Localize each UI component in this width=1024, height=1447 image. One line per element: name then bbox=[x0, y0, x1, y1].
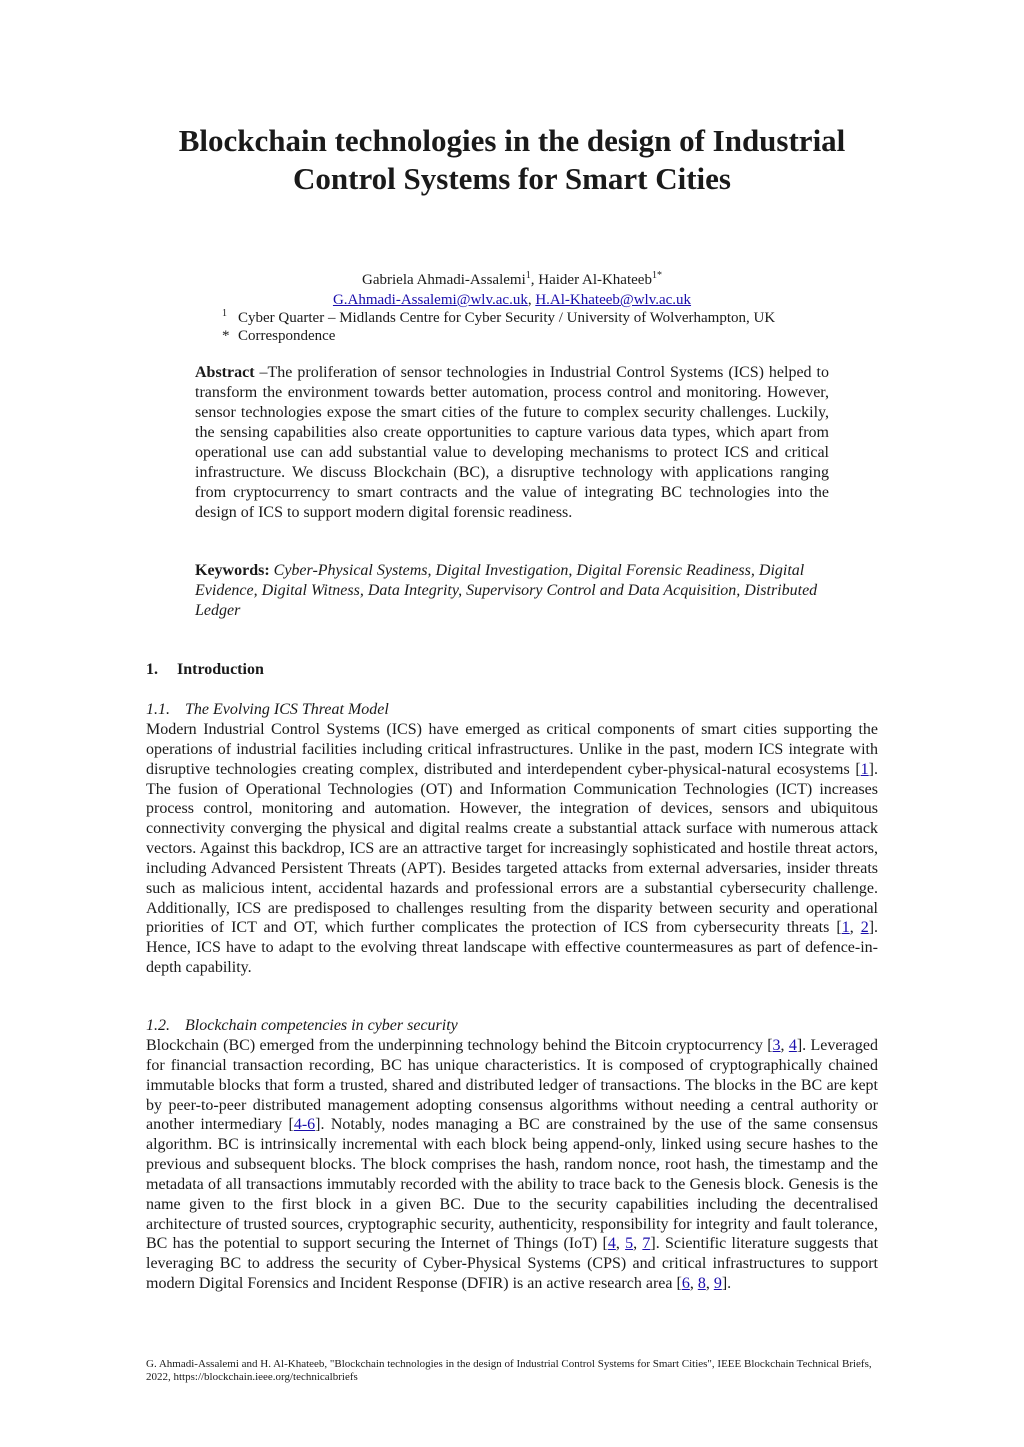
paragraph-threat-model bbox=[146, 720, 878, 978]
subsection-number: 1.2. bbox=[146, 1017, 170, 1034]
affiliation-mark: * bbox=[222, 328, 230, 344]
email-link-1[interactable]: G.Ahmadi-Assalemi@wlv.ac.uk bbox=[332, 292, 528, 308]
affiliation-mark: 1 bbox=[222, 308, 227, 319]
citation-link[interactable]: 4-6 bbox=[293, 1116, 316, 1134]
keywords-label: Keywords: bbox=[195, 562, 270, 579]
text-run: ]. Leveraged for financial transaction recording, BC has unique characteristics. It is composed of cryptographically chained immutable blocks that form a trusted, shared and distributed ledger of transactions. The blocks in the BC are kept by peer-to-peer distributed management adopting consensus algorithms without needing a central authority or another intermediary [ bbox=[146, 1037, 878, 1134]
keywords bbox=[195, 561, 829, 621]
text-run: ]. bbox=[721, 1275, 732, 1293]
author-1-sup: 1 bbox=[525, 270, 531, 281]
text-run: , bbox=[689, 1275, 698, 1293]
text-run: ]. Notably, nodes managing a BC are constrained by the use of the same consensus algorithm. BC is intrinsically incremental with each block being append-only, linked using secure hashes to the previous and subsequent blocks. The block comprises the hash, random nonce, root hash, the timestamp and the metadata of all transactions immutably recorded with the ability to trace back to the Genesis block. Genesis is the name given to the first block in a given BC. Due to the security capabilities including the decentralised architecture of trusted sources, cryptographic security, authenticity, responsibility for integrity and fault tolerance, BC has the potential to support securing the Internet of Things (IoT) [ bbox=[146, 1116, 878, 1253]
author-1: Gabriela Ahmadi-Assalemi bbox=[362, 272, 526, 288]
abstract-text: –The proliferation of sensor technologies in Industrial Control Systems (ICS) helped to transform the environment towards better automation, process control and monitoring. However, sensor technologies expose the smart cities of the future to complex security challenges. Luckily, the sensing capabilities also create opportunities to capture various data types, which apart from operational use can add substantial value to developing mechanisms to protect ICS and critical infrastructure. We discuss Blockchain (BC), a disruptive technology with applications ranging from cryptocurrency to smart contracts and the value of integrating BC technologies into the design of ICS to support modern digital forensic readiness. bbox=[195, 364, 829, 521]
text-run: , bbox=[780, 1037, 789, 1054]
email-link-2[interactable]: H.Al-Khateeb@wlv.ac.uk bbox=[535, 292, 692, 308]
text-run: , bbox=[849, 919, 861, 937]
citation-link[interactable]: 4 bbox=[607, 1235, 616, 1253]
subsection-heading-threat-model bbox=[146, 700, 389, 720]
subsection-heading-blockchain bbox=[146, 1016, 458, 1036]
affiliation-1 bbox=[222, 308, 775, 328]
citation-link[interactable]: 8 bbox=[697, 1275, 706, 1293]
paper-title bbox=[100, 122, 924, 198]
title-line-1: Blockchain technologies in the design of Industrial bbox=[178, 123, 846, 158]
citation-link[interactable]: 4 bbox=[788, 1037, 797, 1054]
citation-link[interactable]: 2 bbox=[860, 919, 869, 937]
subsection-title: The Evolving ICS Threat Model bbox=[185, 701, 389, 718]
affiliation-2 bbox=[222, 326, 335, 346]
text-run: ]. The fusion of Operational Technologies (OT) and Information Communication Technologies (ICT) increases process control, monitoring and automation. However, the integration of devices, sensors and ubiquitous connectivity converging the physical and digital realms create a substantial attack surface with numerous attack vectors. Against this backdrop, ICS are an attractive target for increasingly sophisticated and hostile threat actors, including Advanced Persistent Threats (APT). Besides targeted attacks from external adversaries, insider threats such as malicious intent, accidental hazards and professional errors are a substantial cybersecurity challenge. Additionally, ICS are predisposed to challenges resulting from the disparity between security and operational priorities of ICT and OT, which further complicates the protection of ICS from cybersecurity threats [ bbox=[146, 760, 878, 937]
citation-link[interactable]: 9 bbox=[713, 1275, 722, 1293]
author-2-sup: 1* bbox=[651, 270, 662, 281]
email-separator: , bbox=[527, 292, 536, 308]
subsection-number: 1.1. bbox=[146, 701, 170, 718]
page-footer-citation: G. Ahmadi-Assalemi and H. Al-Khateeb, "Blockchain technologies in the design of Industrial Control Systems for Smart Cities", IEEE Blockchain Technical Briefs, 2022, https://blockchain.ieee.org/technicalbriefs bbox=[146, 1358, 872, 1383]
affiliation-text: Correspondence bbox=[238, 328, 336, 344]
subsection-title: Blockchain competencies in cyber security bbox=[185, 1017, 458, 1034]
text-run: Modern Industrial Control Systems (ICS) have emerged as critical components of smart cities supporting the operations of industrial facilities including critical infrastructures. Unlike in the past, modern ICS integrate with disruptive technologies creating complex, distributed and interdependent cyber-physical-natural ecosystems [ bbox=[146, 721, 878, 778]
text-run: , bbox=[615, 1235, 626, 1253]
author-emails bbox=[100, 290, 924, 310]
keywords-text: Cyber-Physical Systems, Digital Investigation, Digital Forensic Readiness, Digital Evidence, Digital Witness, Data Integrity, Supervisory Control and Data Acquisition, Distributed Ledger bbox=[195, 562, 818, 619]
author-list bbox=[100, 270, 924, 290]
text-run: ]. Hence, ICS have to adapt to the evolving threat landscape with effective countermeasures as part of defence-in-depth capability. bbox=[146, 919, 879, 977]
text-run: Blockchain (BC) emerged from the underpinning technology behind the Bitcoin cryptocurrency [ bbox=[146, 1037, 773, 1054]
title-line-2: Control Systems for Smart Cities bbox=[293, 161, 731, 196]
author-2: Haider Al-Khateeb bbox=[538, 272, 652, 288]
paragraph-blockchain bbox=[146, 1036, 878, 1294]
abstract-label: Abstract bbox=[195, 364, 255, 381]
citation-link[interactable]: 3 bbox=[772, 1037, 781, 1054]
citation-link[interactable]: 7 bbox=[642, 1235, 651, 1253]
affiliation-text: Cyber Quarter – Midlands Centre for Cyber Security / University of Wolverhampton, UK bbox=[238, 310, 776, 326]
text-run: , bbox=[705, 1275, 714, 1293]
author-separator: , bbox=[530, 272, 539, 288]
citation-link[interactable]: 1 bbox=[841, 919, 850, 937]
text-run: ]. Scientific literature suggests that leveraging BC to address the security of Cyber-Physical Systems (CPS) and critical infrastructures to support modern Digital Forensics and Incident Response (DFIR) is an active research area [ bbox=[146, 1235, 879, 1293]
citation-link[interactable]: 1 bbox=[860, 760, 869, 778]
section-title: Introduction bbox=[177, 661, 264, 678]
citation-link[interactable]: 6 bbox=[681, 1275, 690, 1293]
text-run: , bbox=[633, 1235, 643, 1253]
abstract bbox=[195, 363, 829, 523]
section-heading-introduction bbox=[146, 660, 264, 680]
citation-link[interactable]: 5 bbox=[625, 1235, 634, 1253]
section-number: 1. bbox=[146, 661, 158, 678]
